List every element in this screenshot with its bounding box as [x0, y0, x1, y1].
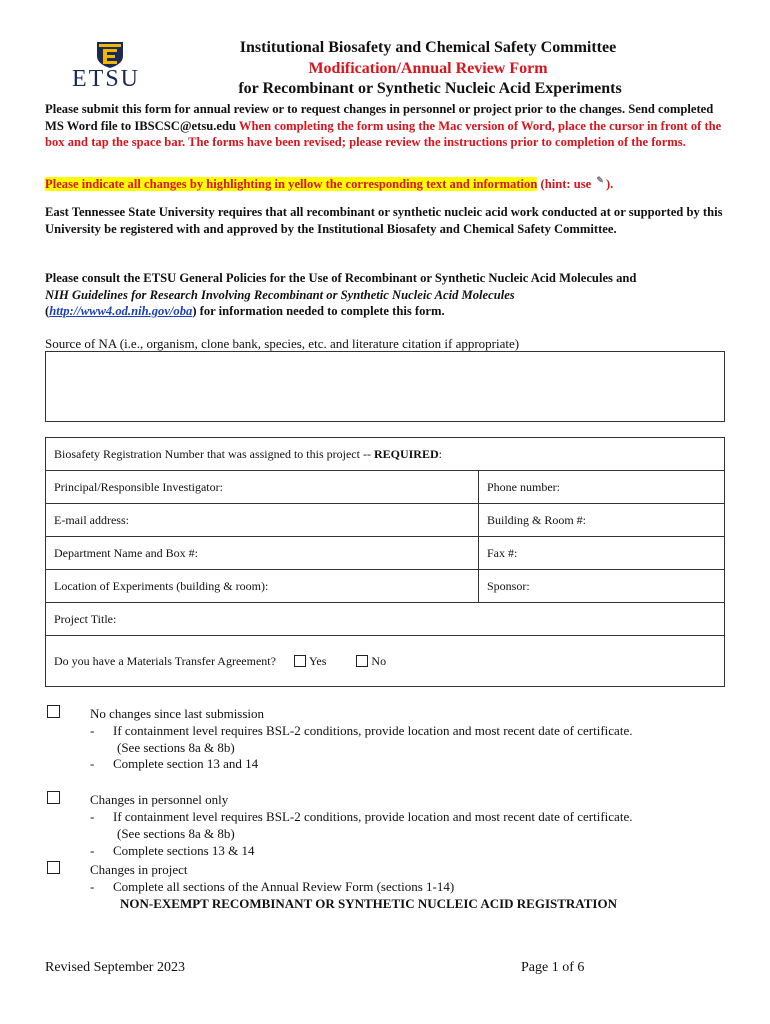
list-item: (See sections 8a & 8b): [117, 740, 235, 755]
submit-instructions: Please submit this form for annual review or to request changes in personnel or project prior to the changes. Send completed MS Word file to IBSCSC@etsu.edu When completing the form using the Mac version of Word, place the cursor in front of the box and tap the space bar. The forms have been revised; please review the instructions prior to completion of the forms.: [45, 102, 722, 149]
table-row: [46, 570, 724, 603]
list-item: Complete sections 13 & 14: [113, 843, 255, 858]
mta-no-checkbox[interactable]: [356, 655, 368, 667]
non-exempt-heading: NON-EXEMPT RECOMBINANT OR SYNTHETIC NUCLEIC ACID REGISTRATION: [120, 896, 617, 911]
personnel-changes-checkbox[interactable]: [47, 791, 60, 804]
project-changes-checkbox[interactable]: [47, 861, 60, 874]
source-label: Source of NA (i.e., organism, clone bank, species, etc. and literature citation if appropriate): [45, 336, 520, 351]
location-field[interactable]: Location of Experiments (building & room):: [54, 578, 269, 593]
mta-yes-checkbox[interactable]: [294, 655, 306, 667]
table-row: [46, 438, 724, 471]
bullet-dash: -: [90, 723, 95, 738]
source-input[interactable]: [45, 351, 725, 422]
highlight-instructions: Please indicate all changes by highlighting in yellow the corresponding text and information (hint: use ✎ ).: [45, 172, 725, 193]
table-row: [46, 537, 724, 570]
mac-note: When completing the form using the Mac version of Word, place the cursor in front of the box and tap the space bar. The forms have been revised; please review the instructions prior to completion of the forms.: [45, 118, 722, 149]
department-field[interactable]: Department Name and Box #:: [54, 545, 198, 560]
revision-date: Revised September 2023: [45, 960, 185, 975]
logo-text: ETSU: [72, 66, 140, 92]
table-row: [46, 636, 724, 686]
list-item: If containment level requires BSL-2 conditions, provide location and most recent date of certificate.: [113, 723, 633, 738]
sponsor-field[interactable]: Sponsor:: [478, 570, 724, 602]
bullet-dash: -: [90, 756, 95, 771]
nih-link[interactable]: http://www4.od.nih.gov/oba: [49, 304, 193, 318]
no-changes-label: No changes since last submission: [90, 706, 265, 721]
highlighter-icon: ✎: [596, 175, 604, 185]
project-info-table: [45, 437, 725, 687]
bullet-dash: -: [90, 879, 95, 894]
page-number: Page 1 of 6: [521, 960, 585, 975]
project-changes-label: Changes in project: [90, 862, 188, 877]
bullet-dash: -: [90, 809, 95, 824]
form-subtitle: for Recombinant or Synthetic Nucleic Acid Experiments: [238, 80, 622, 97]
table-row: [46, 504, 724, 537]
email-field[interactable]: E-mail address:: [54, 512, 129, 527]
registration-number-field[interactable]: Biosafety Registration Number that was assigned to this project -- REQUIRED :: [54, 446, 442, 461]
mta-question: Do you have a Materials Transfer Agreement? Yes No: [54, 653, 387, 668]
committee-title: Institutional Biosafety and Chemical Safety Committee: [239, 39, 617, 56]
list-item: Complete section 13 and 14: [113, 756, 259, 771]
building-field[interactable]: Building & Room #:: [478, 504, 724, 536]
phone-field[interactable]: Phone number:: [478, 471, 724, 503]
list-item: If containment level requires BSL-2 conditions, provide location and most recent date of certificate.: [113, 809, 633, 824]
list-item: (See sections 8a & 8b): [117, 826, 235, 841]
registration-requirement: East Tennessee State University requires that all recombinant or synthetic nucleic acid work conducted at or supported by this University be registered with and approved by the Institutional Biosafety and Chemical Safety Committee.: [45, 205, 723, 236]
bullet-dash: -: [90, 843, 95, 858]
fax-field[interactable]: Fax #:: [478, 537, 724, 569]
list-item: Complete all sections of the Annual Review Form (sections 1-14): [113, 879, 455, 894]
table-row: [46, 603, 724, 636]
form-title: Modification/Annual Review Form: [308, 60, 548, 77]
consult-paragraph: Please consult the ETSU General Policies for the Use of Recombinant or Synthetic Nucleic Acid Molecules and NIH Guidelines for Research Involving Recombinant or Synthetic Nucleic Acid Molecules (http://www4.od.nih.gov/oba) for information needed to complete this form.: [45, 271, 637, 318]
table-row: [46, 471, 724, 504]
project-title-field[interactable]: Project Title:: [54, 611, 117, 626]
pi-field[interactable]: Principal/Responsible Investigator:: [54, 479, 223, 494]
personnel-changes-label: Changes in personnel only: [90, 792, 229, 807]
no-changes-checkbox[interactable]: [47, 705, 60, 718]
